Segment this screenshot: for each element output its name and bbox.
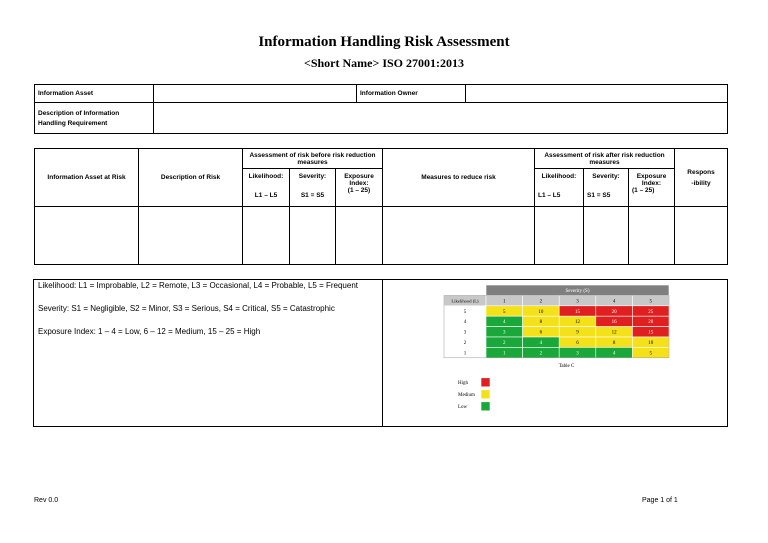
after-header-line1: Assessment of risk after risk reduction bbox=[544, 151, 665, 159]
cell-after-likelihood[interactable] bbox=[535, 207, 584, 265]
matrix-cell-value: 6 bbox=[576, 341, 579, 346]
after-severity-range: S1 = S5 bbox=[587, 192, 611, 199]
matrix-cell-value: 3 bbox=[503, 330, 506, 336]
cell-before-likelihood[interactable] bbox=[243, 207, 290, 265]
matrix-cell-value: 8 bbox=[539, 320, 543, 326]
after-likelihood-label: Likelihood: bbox=[541, 173, 577, 180]
matrix-cell-value: 4 bbox=[503, 320, 506, 326]
likelihood-row-label: 4 bbox=[463, 320, 467, 326]
matrix-cell-value: 20 bbox=[611, 309, 617, 315]
matrix-cell-value: 1 bbox=[503, 351, 506, 357]
owner-value-field[interactable] bbox=[466, 85, 728, 103]
matrix-cell-value: 9 bbox=[576, 330, 579, 336]
after-header-line2: measures bbox=[589, 158, 620, 166]
col-responsibility bbox=[675, 149, 728, 207]
matrix-cell-value: 25 bbox=[648, 309, 654, 315]
resp-line2: -ibility bbox=[691, 179, 711, 187]
severity-col-label: 4 bbox=[612, 299, 616, 305]
before-assessment-header bbox=[243, 149, 383, 169]
matrix-cell-value: 12 bbox=[611, 330, 617, 336]
key-swatch-low bbox=[481, 402, 490, 411]
before-exposure-range: (1 – 25) bbox=[347, 187, 371, 194]
severity-col-label: 1 bbox=[503, 299, 506, 305]
asset-label: Information Asset bbox=[35, 85, 154, 103]
matrix-cell-value: 2 bbox=[539, 351, 543, 357]
cell-before-exposure[interactable] bbox=[336, 207, 383, 265]
resp-line1: Respons bbox=[687, 168, 715, 176]
matrix-cell-value: 10 bbox=[648, 341, 654, 346]
matrix-cell-value: 5 bbox=[649, 351, 652, 357]
cell-asset[interactable] bbox=[35, 207, 139, 265]
matrix-cell-value: 6 bbox=[539, 330, 543, 336]
col-measures: Measures to reduce risk bbox=[383, 149, 535, 207]
matrix-cell-value: 15 bbox=[575, 309, 580, 315]
after-assessment-header bbox=[535, 149, 675, 169]
cell-after-severity[interactable] bbox=[584, 207, 629, 265]
info-table bbox=[34, 84, 728, 134]
matrix-cell-value: 5 bbox=[503, 309, 506, 315]
before-exposure-label1: Exposure bbox=[344, 173, 374, 180]
key-label: High bbox=[458, 380, 468, 386]
before-header-line1: Assessment of risk before risk reduction bbox=[249, 151, 376, 159]
key-swatch-high bbox=[481, 378, 490, 387]
cell-measures[interactable] bbox=[383, 207, 535, 265]
after-severity-label: Severity: bbox=[592, 173, 620, 180]
asset-value-field[interactable] bbox=[154, 85, 357, 103]
owner-label: Information Owner bbox=[357, 85, 466, 103]
cell-responsibility[interactable] bbox=[675, 207, 728, 265]
matrix-cell-value: 3 bbox=[576, 351, 579, 357]
before-likelihood-header bbox=[243, 169, 290, 207]
likelihood-row-label: 5 bbox=[463, 309, 467, 315]
matrix-cell-value: 2 bbox=[503, 341, 506, 346]
before-severity-label: Severity: bbox=[298, 173, 327, 180]
severity-col-label: 2 bbox=[539, 299, 543, 305]
cell-before-severity[interactable] bbox=[290, 207, 336, 265]
severity-header-label: Severity (S) bbox=[565, 289, 590, 294]
before-severity-range: S1 = S5 bbox=[300, 192, 325, 199]
likelihood-row-label: 3 bbox=[463, 330, 467, 336]
description-value-field[interactable] bbox=[154, 103, 728, 134]
before-likelihood-range: L1 – L5 bbox=[254, 192, 278, 199]
likelihood-row-label: 2 bbox=[463, 341, 467, 346]
before-exposure-label2: Index: bbox=[349, 180, 369, 187]
after-exposure-range: (1 – 25) bbox=[632, 187, 655, 194]
after-exposure-header bbox=[629, 169, 675, 207]
key-label: Medium bbox=[458, 392, 475, 398]
matrix-cell-value: 16 bbox=[611, 320, 617, 326]
cell-description[interactable] bbox=[139, 207, 243, 265]
page-title: Information Handling Risk Assessment bbox=[258, 34, 510, 50]
matrix-cell-value: 10 bbox=[538, 309, 544, 315]
revision-label: Rev 0.0 bbox=[34, 497, 59, 504]
matrix-cell-value: 4 bbox=[539, 341, 543, 346]
risk-matrix-panel bbox=[381, 279, 728, 427]
table-row bbox=[35, 207, 728, 265]
before-exposure-header bbox=[336, 169, 383, 207]
before-likelihood-label: Likelihood: bbox=[248, 173, 284, 180]
before-severity-header bbox=[290, 169, 336, 207]
description-label-line2: Handling Requirement bbox=[38, 119, 108, 127]
after-severity-header bbox=[584, 169, 629, 207]
description-label bbox=[35, 103, 154, 134]
likelihood-header-label: Likelihood (L) bbox=[451, 298, 479, 304]
key-label: Low bbox=[458, 404, 468, 410]
cell-after-exposure[interactable] bbox=[629, 207, 675, 265]
matrix-cell-value: 4 bbox=[612, 351, 616, 357]
matrix-caption: Table C bbox=[558, 363, 575, 369]
risk-table bbox=[34, 148, 728, 265]
legend-exposure: Exposure Index: 1 – 4 = Low, 6 – 12 = Medium, 15 – 25 = High bbox=[38, 327, 261, 336]
matrix-cell-value: 20 bbox=[648, 320, 654, 326]
after-exposure-label2: Index: bbox=[641, 180, 662, 187]
col-description-of-risk: Description of Risk bbox=[139, 149, 243, 207]
col-asset-at-risk: Information Asset at Risk bbox=[35, 149, 139, 207]
likelihood-row-label: 1 bbox=[463, 351, 467, 357]
matrix-cell-value: 8 bbox=[612, 341, 616, 346]
severity-col-label: 5 bbox=[649, 299, 652, 305]
page-number: Page 1 of 1 bbox=[642, 497, 678, 504]
after-likelihood-range: L1 – L5 bbox=[538, 192, 561, 199]
description-label-line1: Description of Information bbox=[38, 109, 120, 117]
after-likelihood-header bbox=[535, 169, 584, 207]
legend-severity: Severity: S1 = Negligible, S2 = Minor, S3 = Serious, S4 = Critical, S5 = Catastrophic bbox=[38, 304, 335, 313]
matrix-cell-value: 12 bbox=[575, 320, 580, 326]
before-header-line2: measures bbox=[297, 158, 328, 166]
severity-col-label: 3 bbox=[576, 299, 579, 305]
legend-likelihood: Likelihood: L1 = Improbable, L2 = Remote, L3 = Occasional, L4 = Probable, L5 = Frequent bbox=[38, 281, 358, 290]
after-exposure-label1: Exposure bbox=[636, 173, 667, 180]
key-swatch-medium bbox=[481, 390, 490, 399]
risk-matrix bbox=[381, 280, 727, 426]
legend-box bbox=[33, 279, 383, 427]
page-subtitle: <Short Name> ISO 27001:2013 bbox=[303, 56, 464, 70]
matrix-cell-value: 15 bbox=[648, 330, 654, 336]
